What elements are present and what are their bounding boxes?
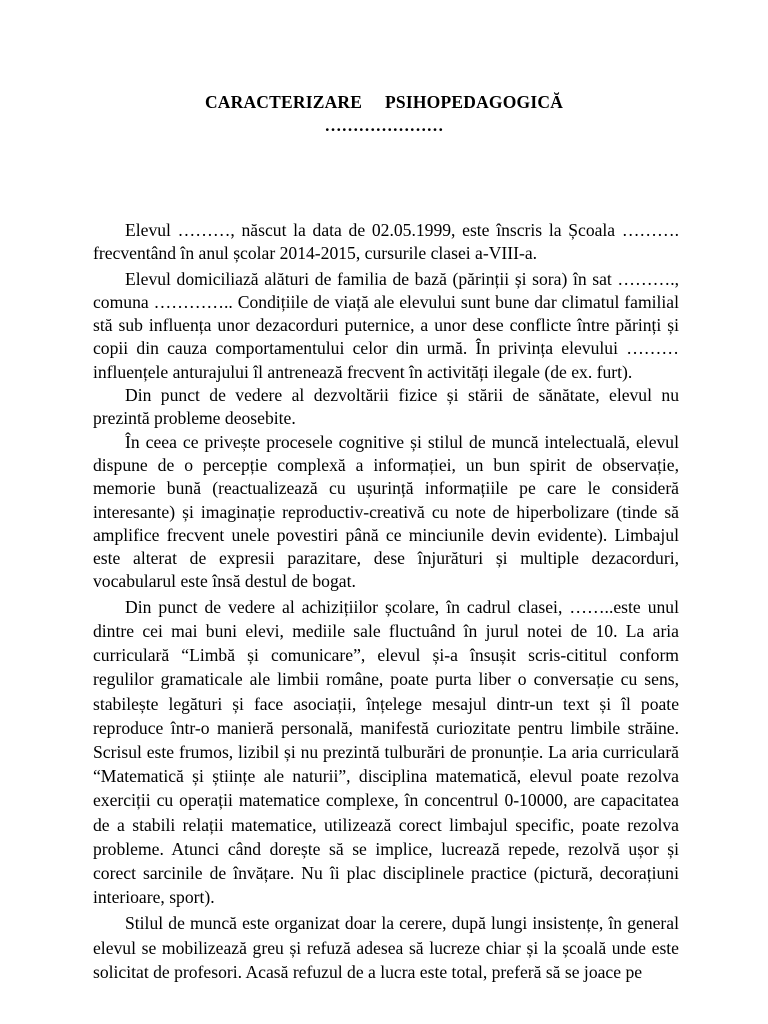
paragraph-cognitive: În ceea ce privește procesele cognitive și stilul de muncă intelectuală, elevul dispune de o percepție complexă a informației, un bun spirit de observație, memorie bună (reactualizează cu ușurință informațiile pe care le consideră interesante) și imaginație reproductiv-creativă cu note de hiperbolizare (tinde să amplifice frecvent unele povestiri până ce minciunile devin evidente). Limbajul este alterat de expresii parazitare, dese înjurături și multiple dezacorduri, vocabularul este însă destul de bogat.	[93, 431, 679, 592]
paragraph-work-style: Stilul de muncă este organizat doar la cerere, după lungi insistențe, în general elevul se mobilizează greu și refuză adesea să lucreze chiar și la școală unde este solicitat de profesori. Acasă refuzul de a lucra este total, preferă să se joace pe	[93, 913, 679, 982]
document-subtitle: …………………	[324, 116, 444, 135]
document-title: CARACTERIZARE PSIHOPEDAGOGICĂ	[204, 92, 564, 112]
paragraph-health: Din punct de vedere al dezvoltării fizice și stării de sănătate, elevul nu prezintă probleme deosebite.	[93, 385, 679, 429]
paragraph-family: Elevul domiciliază alături de familia de bază (părinții și sora) în sat ………., comuna ………….. Condițiile de viață ale elevului sunt bune dar climatul familial stă sub influența unor dezacorduri puternice, a unor dese conflicte între părinți și copii din cauza comportamentului celor din urmă. În privința elevului ……… influențele anturajului îl antrenează frecvent în activități ilegale (de ex. furt).	[93, 268, 679, 382]
document-body	[93, 219, 679, 984]
paragraph-achievements: Din punct de vedere al achizițiilor școlare, în cadrul clasei, ……..este unul dintre cei mai buni elevi, mediile sale fluctuând în jurul notei de 10. La aria curriculară “Limbă și comunicare”, elevul și-a însușit scris-cititul conform regulilor gramaticale ale limbii române, poate purta liber o conversație cu sens, stabilește legături și face asociații, înțelege mesajul dintr-un text și îl poate reproduce într-o manieră personală, manifestă curiozitate pentru limbile străine. Scrisul este frumos, lizibil și nu prezintă tulburări de pronunție. La aria curriculară “Matematică și științe ale naturii”, disciplina matematică, elevul poate rezolva exerciții cu operații matematice complexe, în concentrul 0-10000, are capacitatea de a stabili relații matematice, utilizează corect limbajul specific, poate rezolva probleme. Atunci când dorește să se implice, lucrează repede, rezolvă ușor și corect sarcinile de învățare. Nu îi plac disciplinele practice (pictură, decorațiuni interioare, sport).	[93, 596, 679, 908]
paragraph-enrollment: Elevul ………, născut la data de 02.05.1999, este înscris la Școala ………. frecventând în anul școlar 2014-2015, cursurile clasei a-VIII-a.	[93, 220, 679, 264]
